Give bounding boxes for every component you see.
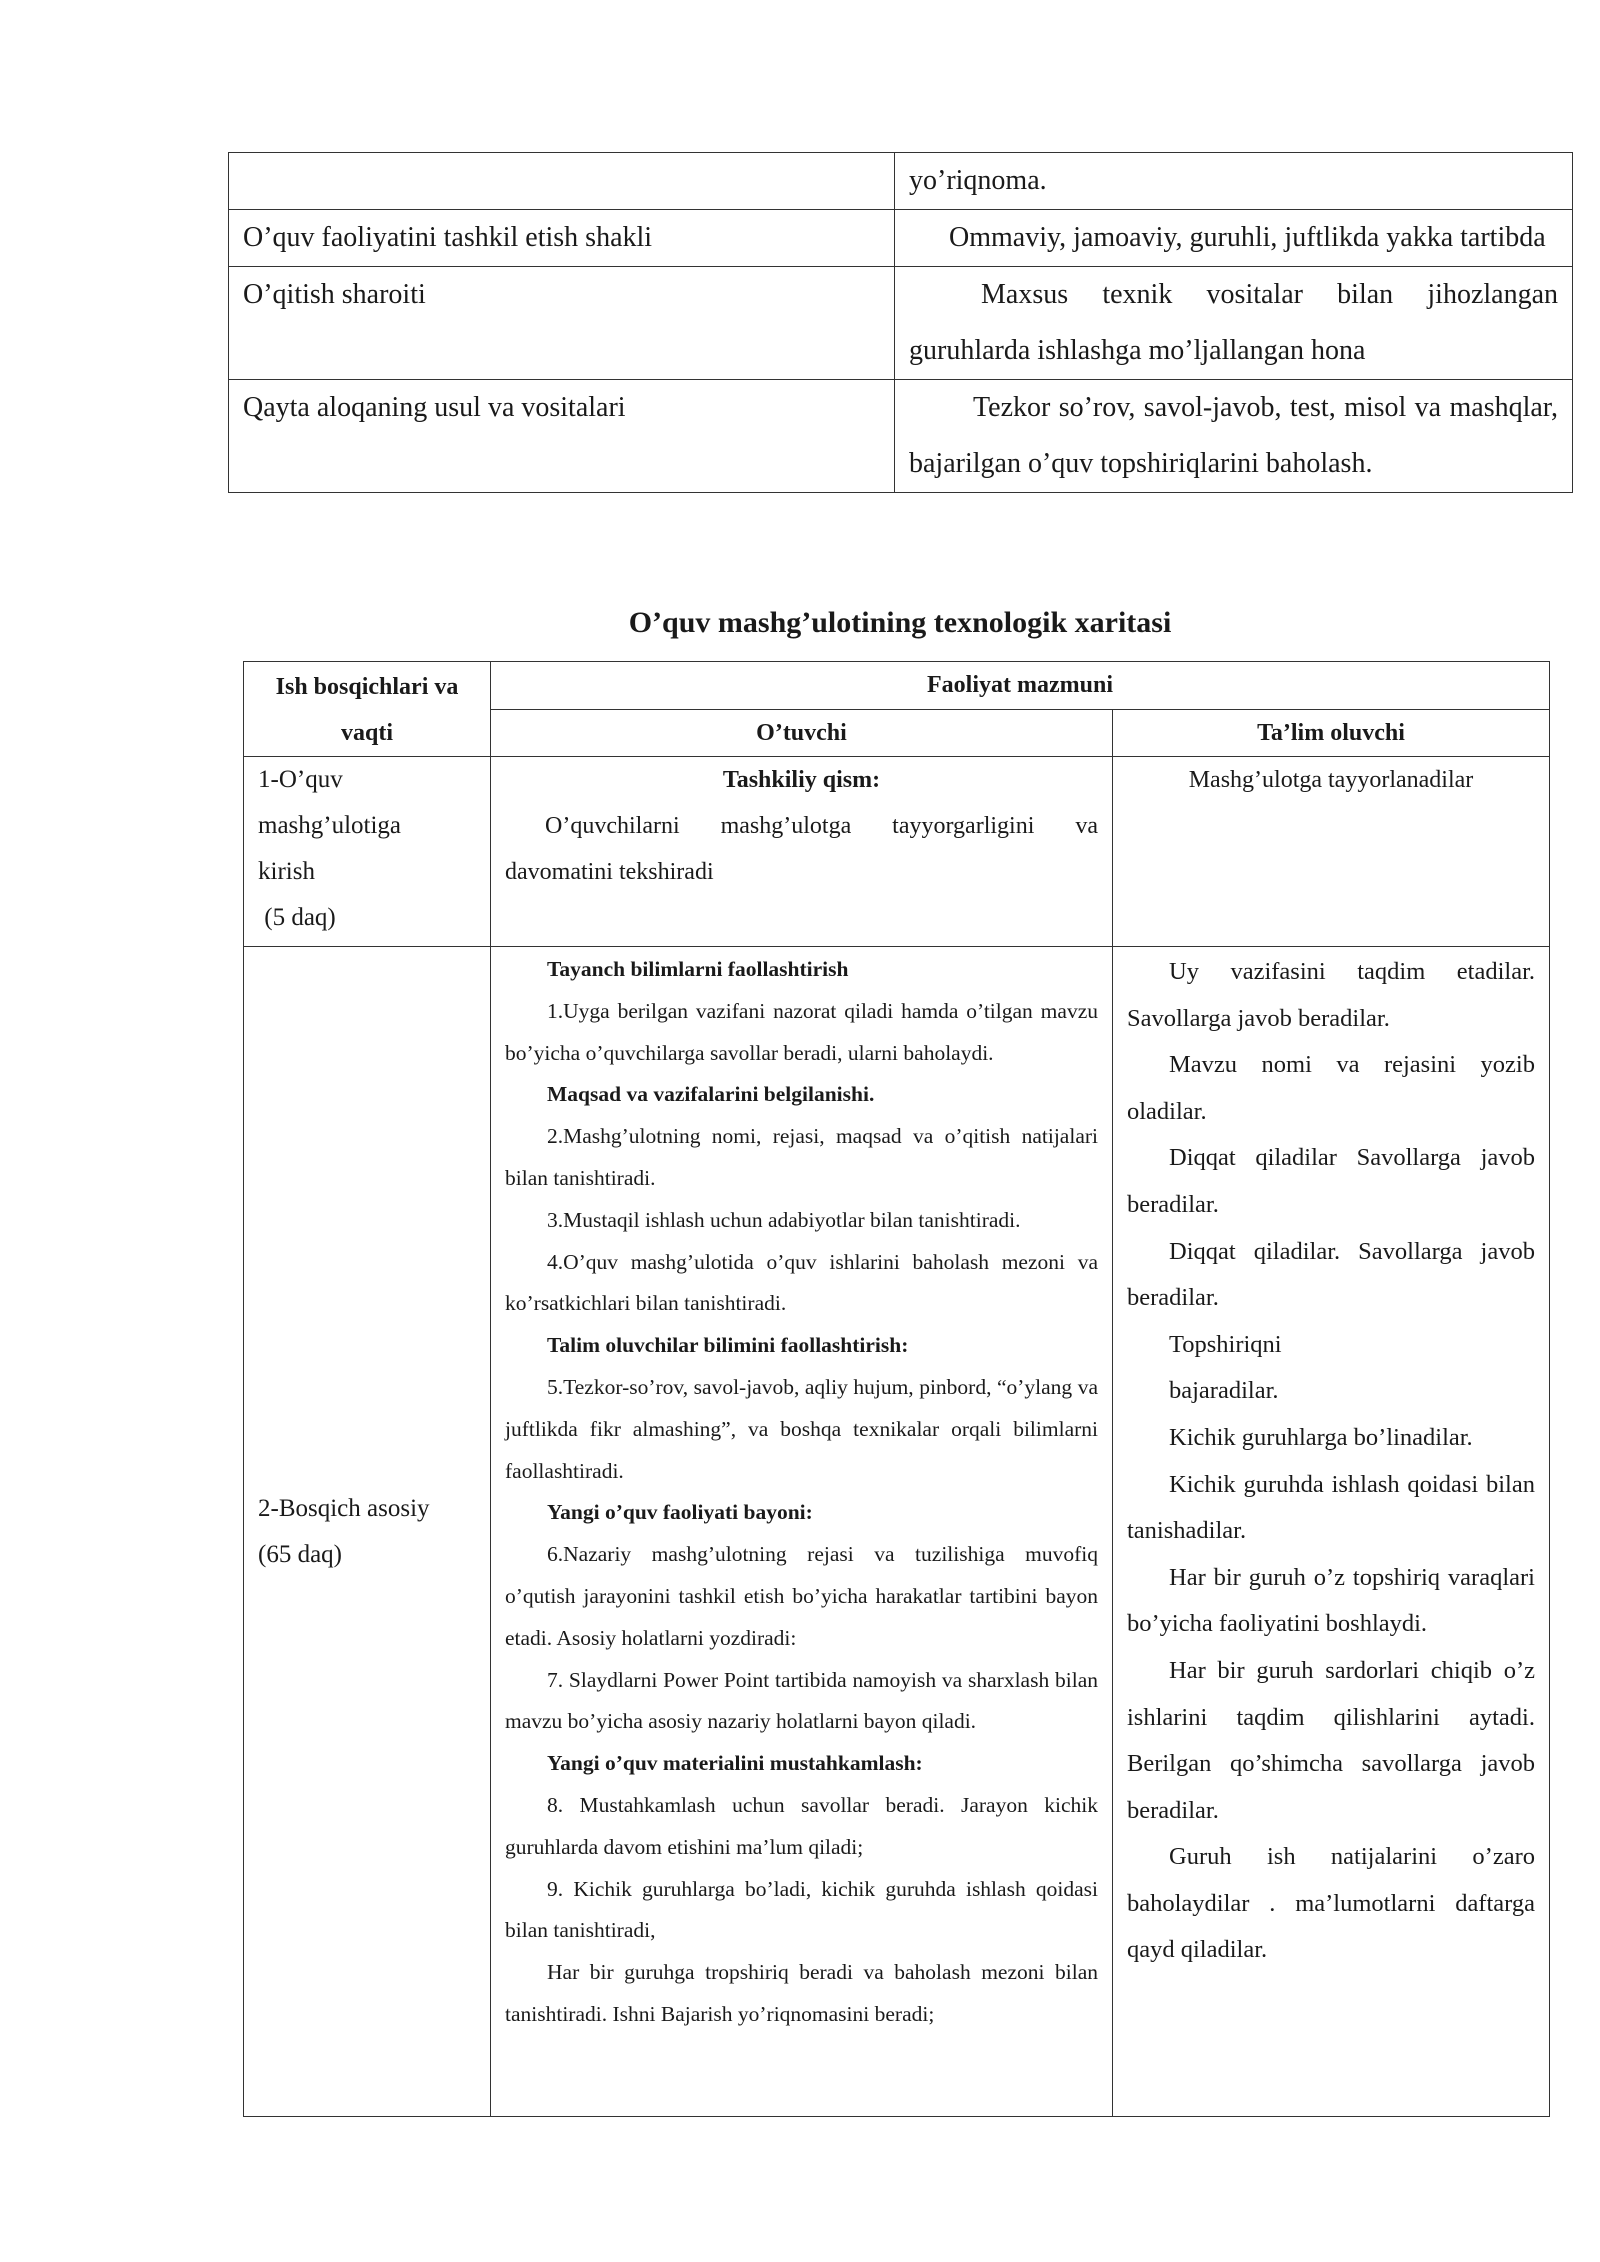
student-paragraph: Diqqat qiladilar Savollarga javob beradilar.: [1127, 1144, 1535, 1218]
info-label: O’quv faoliyatini tashkil etish shakli: [229, 210, 895, 267]
student-cell: Mashg’ulotga tayyorlanadilar: [1113, 757, 1550, 947]
student-paragraph: Kichik guruhlarga bo’linadilar.: [1169, 1423, 1473, 1451]
teacher-paragraph: 4.O’quv mashg’ulotida o’quv ishlarini baholash mezoni va ko’rsatkichlari bilan tanishtiradi.: [505, 1249, 1098, 1316]
info-label: O’qitish sharoiti: [229, 267, 895, 380]
info-value-text: Ommaviy, jamoaviy, guruhli, juftlikda yakka tartibda: [949, 222, 1546, 253]
map-row-intro: [244, 757, 1550, 947]
teacher-paragraph: 2.Mashg’ulotning nomi, rejasi, maqsad va o’qitish natijalari bilan tanishtiradi.: [505, 1124, 1098, 1190]
info-table: [228, 152, 1573, 493]
student-paragraph: Diqqat qiladilar. Savollarga javob beradilar.: [1127, 1237, 1535, 1312]
teacher-paragraph: O’quvchilarni mashg’ulotga tayyorgarligini va davomatini tekshiradi: [505, 813, 1098, 885]
info-row: [229, 153, 1573, 210]
student-paragraph: Guruh ish natijalarini o’zaro baholaydilar . ma’lumotlarni daftarga qayd qiladilar.: [1127, 1843, 1535, 1964]
info-row: [229, 380, 1573, 493]
info-value-text: Tezkor so’rov, savol-javob, test, misol va mashqlar, bajarilgan o’quv topshiriqlarini baholash.: [909, 392, 1558, 479]
info-label: Qayta aloqaning usul va vositalari: [229, 380, 895, 493]
stage-line: mashg’ulotiga: [258, 812, 402, 839]
student-paragraph: Har bir guruh o’z topshiriq varaqlari bo’yicha faoliyatini boshlaydi.: [1127, 1563, 1535, 1638]
student-cell: [1113, 947, 1550, 2117]
student-paragraph: Har bir guruh sardorlari chiqib o’z ishlarini taqdim qilishlarini aytadi. Berilgan qo’shimcha savollarga javob beradilar.: [1127, 1656, 1535, 1824]
student-paragraph: Topshiriqni: [1169, 1330, 1282, 1358]
teacher-cell: [491, 947, 1113, 2117]
info-value: [895, 267, 1573, 380]
teacher-paragraph: 1.Uyga berilgan vazifani nazorat qiladi hamda o’tilgan mavzu bo’yicha o’quvchilarga savollar beradi, ularni baholaydi.: [505, 998, 1098, 1065]
info-label: [229, 153, 895, 210]
info-row: [229, 210, 1573, 267]
stage-line: (65 daq): [258, 1540, 342, 1568]
teacher-section-title: Tashkiliy qism:: [722, 767, 881, 793]
teacher-paragraph: 3.Mustaqil ishlash uchun adabiyotlar bilan tanishtiradi.: [547, 1207, 1021, 1232]
stage-line: (5 daq): [258, 904, 336, 931]
stage-cell: [244, 947, 491, 2117]
teacher-paragraph: 8. Mustahkamlash uchun savollar beradi. Jarayon kichik guruhlarda davom etishini ma’lum qiladi;: [505, 1792, 1098, 1859]
stage-cell: [244, 757, 491, 947]
stage-line: 1-O’quv: [258, 766, 343, 793]
info-value: [895, 210, 1573, 267]
teacher-paragraph: 6.Nazariy mashg’ulotning rejasi va tuzilishiga muvofiq o’qutish jarayonini tashkil etish bo’yicha harakatlar tartibini bayon etadi. Asosiy holatlarni yozdiradi:: [505, 1542, 1098, 1650]
student-paragraph: Mavzu nomi va rejasini yozib oladilar.: [1127, 1051, 1535, 1125]
header-student: Ta’lim oluvchi: [1113, 709, 1550, 757]
info-value: [895, 380, 1573, 493]
header-stage: Ish bosqichlari va vaqti: [244, 662, 491, 757]
info-value-text: Maxsus texnik vositalar bilan jihozlangan guruhlarda ishlashga mo’ljallangan hona: [909, 279, 1558, 366]
map-title: O’quv mashg’ulotining texnologik xaritasi: [628, 606, 1172, 639]
teacher-paragraph: 7. Slaydlarni Power Point tartibida namoyish va sharxlash bilan mavzu bo’yicha asosiy nazariy holatlarni bayon qiladi.: [505, 1667, 1098, 1734]
student-paragraph: Uy vazifasini taqdim etadilar. Savollarga javob beradilar.: [1127, 958, 1535, 1032]
header-teacher: O’tuvchi: [491, 709, 1113, 757]
teacher-heading: Yangi o’quv materialini mustahkamlash:: [547, 1751, 923, 1776]
info-value: yo’riqnoma.: [895, 153, 1573, 210]
teacher-heading: Maqsad va vazifalarini belgilanishi.: [547, 1082, 875, 1107]
teacher-heading: Yangi o’quv faoliyati bayoni:: [547, 1500, 813, 1525]
map-header-row: [244, 662, 1550, 710]
teacher-paragraph: Har bir guruhga tropshiriq beradi va baholash mezoni bilan tanishtiradi. Ishni Bajarish yo’riqnomasini beradi;: [505, 1960, 1098, 2026]
teacher-paragraph: 9. Kichik guruhlarga bo’ladi, kichik guruhda ishlash qoidasi bilan tanishtiradi,: [505, 1876, 1098, 1943]
stage-line: kirish: [258, 858, 315, 885]
student-paragraph: bajaradilar.: [1169, 1377, 1279, 1405]
info-row: [229, 267, 1573, 380]
header-content: Faoliyat mazmuni: [491, 662, 1550, 710]
technology-map-table: [243, 661, 1550, 2117]
teacher-paragraph: 5.Tezkor-so’rov, savol-javob, aqliy hujum, pinbord, “o’ylang va juftlikda fikr almashing”, va boshqa texnikalar orqali bilimlarni faollashtiradi.: [505, 1374, 1098, 1483]
stage-line: 2-Bosqich asosiy: [258, 1494, 430, 1522]
teacher-heading: Tayanch bilimlarni faollashtirish: [547, 957, 849, 981]
teacher-cell: [491, 757, 1113, 947]
student-paragraph: Kichik guruhda ishlash qoidasi bilan tanishadilar.: [1127, 1470, 1535, 1545]
teacher-heading: Talim oluvchilar bilimini faollashtirish:: [547, 1333, 909, 1358]
map-row-main: [244, 947, 1550, 2117]
